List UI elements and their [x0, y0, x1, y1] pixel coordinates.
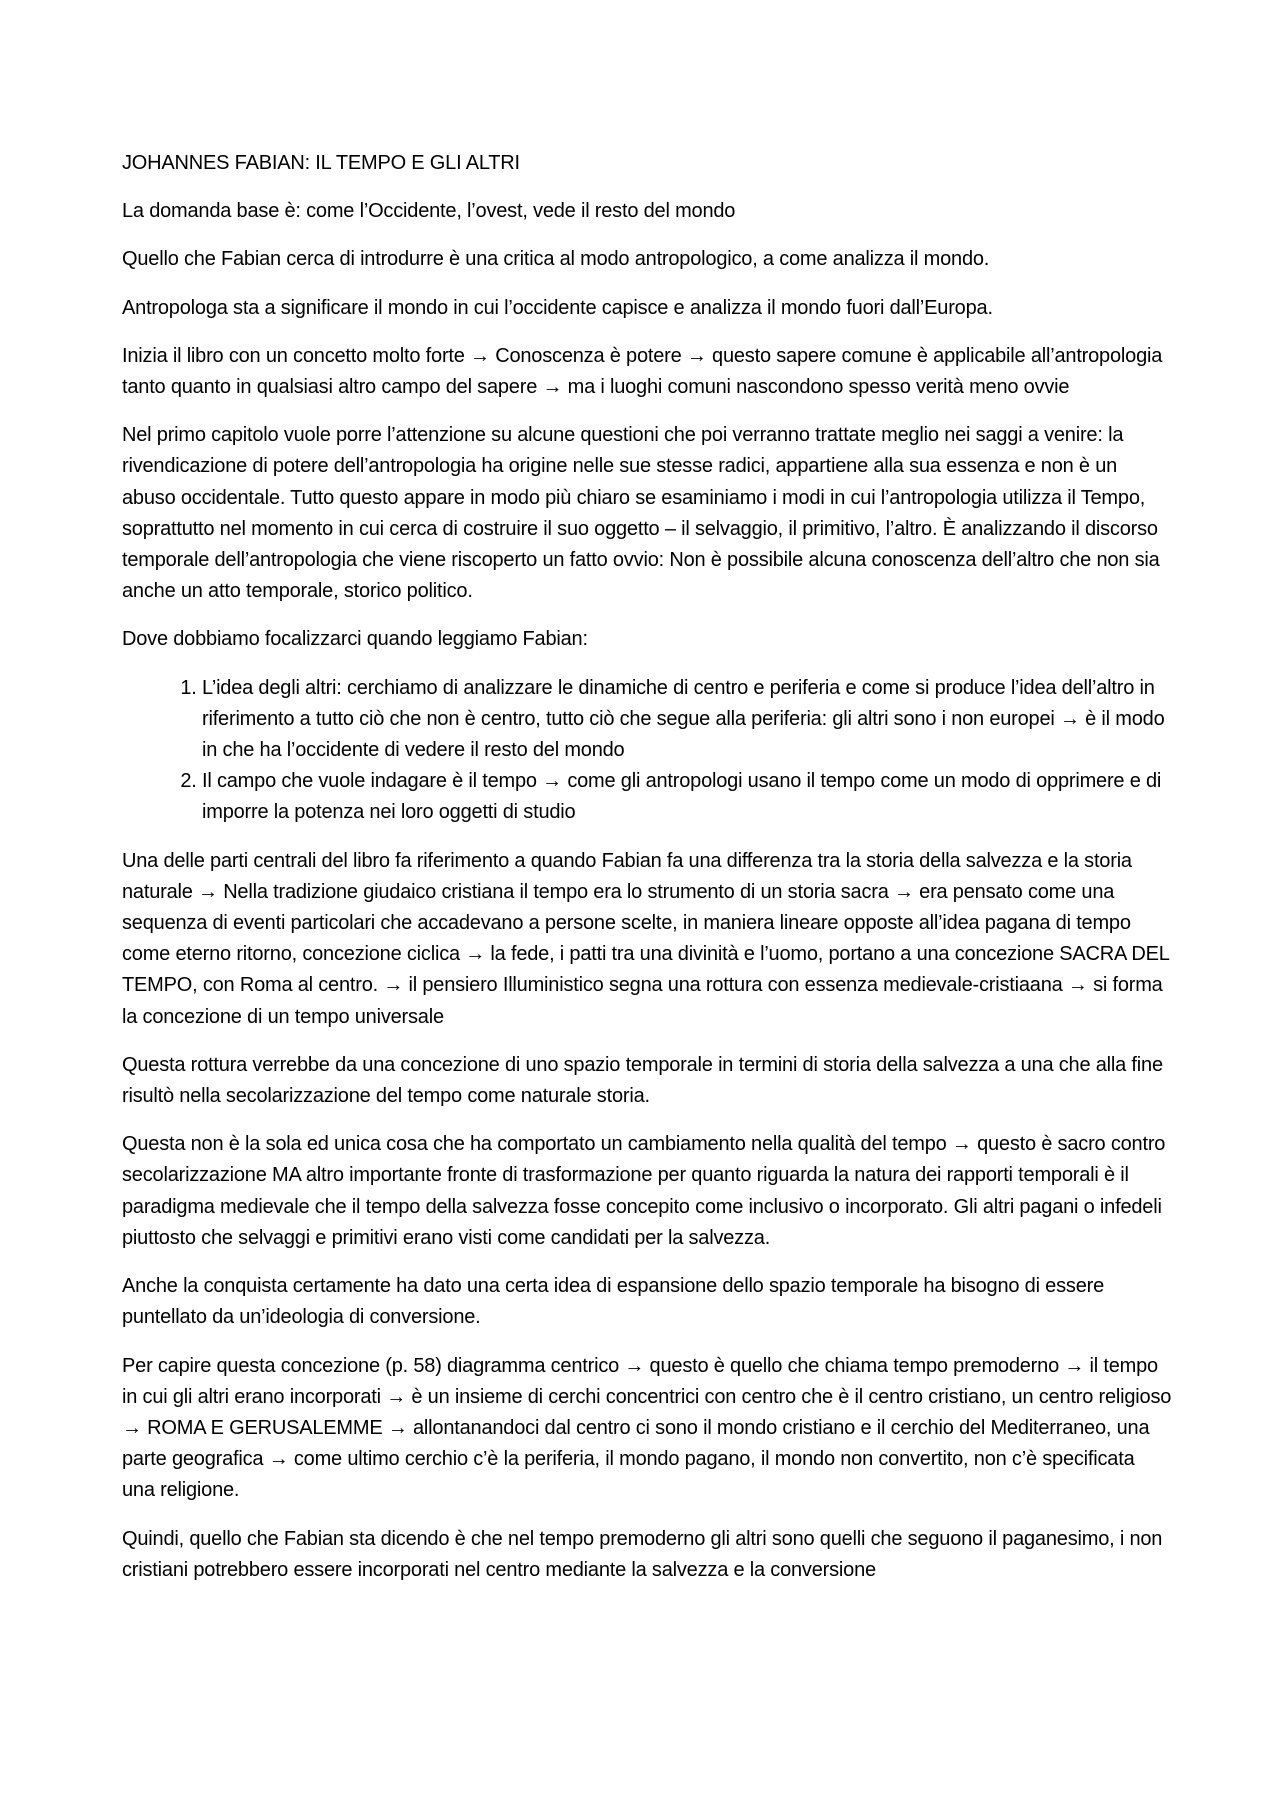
focus-list — [122, 673, 1172, 829]
paragraph-critique: Quello che Fabian cerca di introdurre è una critica al modo antropologico, a come analizza il mondo. — [122, 248, 990, 271]
paragraph-base-question: La domanda base è: come l’Occidente, l’ovest, vede il resto del mondo — [122, 200, 736, 223]
document-page — [122, 148, 1172, 1603]
paragraph-focus-intro: Dove dobbiamo focalizzarci quando leggiamo Fabian: — [122, 628, 588, 651]
list-item: 1. L’idea degli altri: cerchiamo di analizzare le dinamiche di centro e periferia e come si produce l’idea dell’altro in riferimento a tutto ciò che non è centro, tutto ciò che segue alla periferia: gli altri sono i non europei → è il modo in che ha l’occidente di vedere il resto del mondo — [202, 673, 1172, 767]
paragraph-conclusion: Quindi, quello che Fabian sta dicendo è che nel tempo premoderno gli altri sono quelli che seguono il paganesimo, i non cristiani potrebbero essere incorporati nel centro mediante la salvezza e la conversione — [122, 1527, 1163, 1581]
paragraph-salvation-history: Una delle parti centrali del libro fa riferimento a quando Fabian fa una differenza tra la storia della salvezza e la storia naturale → Nella tradizione giudaico cristiana il tempo era lo strumento di un storia sacra → era pensato come una sequenza di eventi particolari che accadevano a persone scelte, in maniera lineare opposte all’idea pagana di tempo come eterno ritorno, concezione ciclica → la fede, i patti tra una divinità e l’uomo, portano a una concezione SACRA DEL TEMPO, con Roma al centro. → il pensiero Illuministico segna una rottura con essenza medievale-cristiaana → si forma la concezione di un tempo universale — [122, 849, 1169, 1028]
paragraph-quality-of-time: Questa non è la sola ed unica cosa che ha comportato un cambiamento nella qualità del tempo → questo è sacro contro secolarizzazione MA altro importante fronte di trasformazione per quanto riguarda la natura dei rapporti temporali è il paradigma medievale che il tempo della salvezza fosse concepito come inclusivo o incorporato. Gli altri pagani o infedeli piuttosto che selvaggi e primitivi erano visti come candidati per la salvezza. — [122, 1133, 1166, 1249]
paragraph-conquest: Anche la conquista certamente ha dato una certa idea di espansione dello spazio temporale ha bisogno di essere puntellato da un’ideologia di conversione. — [122, 1275, 1104, 1329]
paragraph-rupture: Questa rottura verrebbe da una concezione di uno spazio temporale in termini di storia della salvezza a una che alla fine risultò nella secolarizzazione del tempo come naturale storia. — [122, 1053, 1163, 1108]
paragraph-centric-diagram: Per capire questa concezione (p. 58) diagramma centrico → questo è quello che chiama tempo premoderno → il tempo in cui gli altri erano incorporati → è un insieme di cerchi concentrici con centro che è il centro cristiano, un centro religioso → ROMA E GERUSALEMME → allontanandoci dal centro ci sono il mondo cristiano e il cerchio del Mediterraneo, una parte geografica → come ultimo cerchio c’è la periferia, il mondo pagano, il mondo non convertito, non c’è specificata una religione. — [122, 1354, 1172, 1502]
paragraph-knowledge-power: Inizia il libro con un concetto molto forte → Conoscenza è potere → questo sapere comune è applicabile all’antropologia tanto quanto in qualsiasi altro campo del sapere → ma i luoghi comuni nascondono spesso verità meno ovvie — [122, 344, 1163, 399]
list-item: 2. Il campo che vuole indagare è il tempo → come gli antropologi usano il tempo come un modo di opprimere e di imporre la potenza nei loro oggetti di studio — [202, 766, 1172, 828]
paragraph-first-chapter: Nel primo capitolo vuole porre l’attenzione su alcune questioni che poi verranno trattate meglio nei saggi a venire: la rivendicazione di potere dell’antropologia ha origine nelle sue stesse radici, appartiene alla sua essenza e non è un abuso occidentale. Tutto questo appare in modo più chiaro se esaminiamo i modi in cui l’antropologia utilizza il Tempo, soprattutto nel momento in cui cerca di costruire il suo oggetto – il selvaggio, il primitivo, l’altro. È analizzando il discorso temporale dell’antropologia che viene riscoperto un fatto ovvio: Non è possibile alcuna conoscenza dell’altro che non sia anche un atto temporale, storico politico. — [122, 424, 1160, 603]
document-title: JOHANNES FABIAN: IL TEMPO E GLI ALTRI — [122, 152, 520, 174]
paragraph-anthropology-meaning: Antropologa sta a significare il mondo in cui l’occidente capisce e analizza il mondo fuori dall’Europa. — [122, 296, 993, 319]
